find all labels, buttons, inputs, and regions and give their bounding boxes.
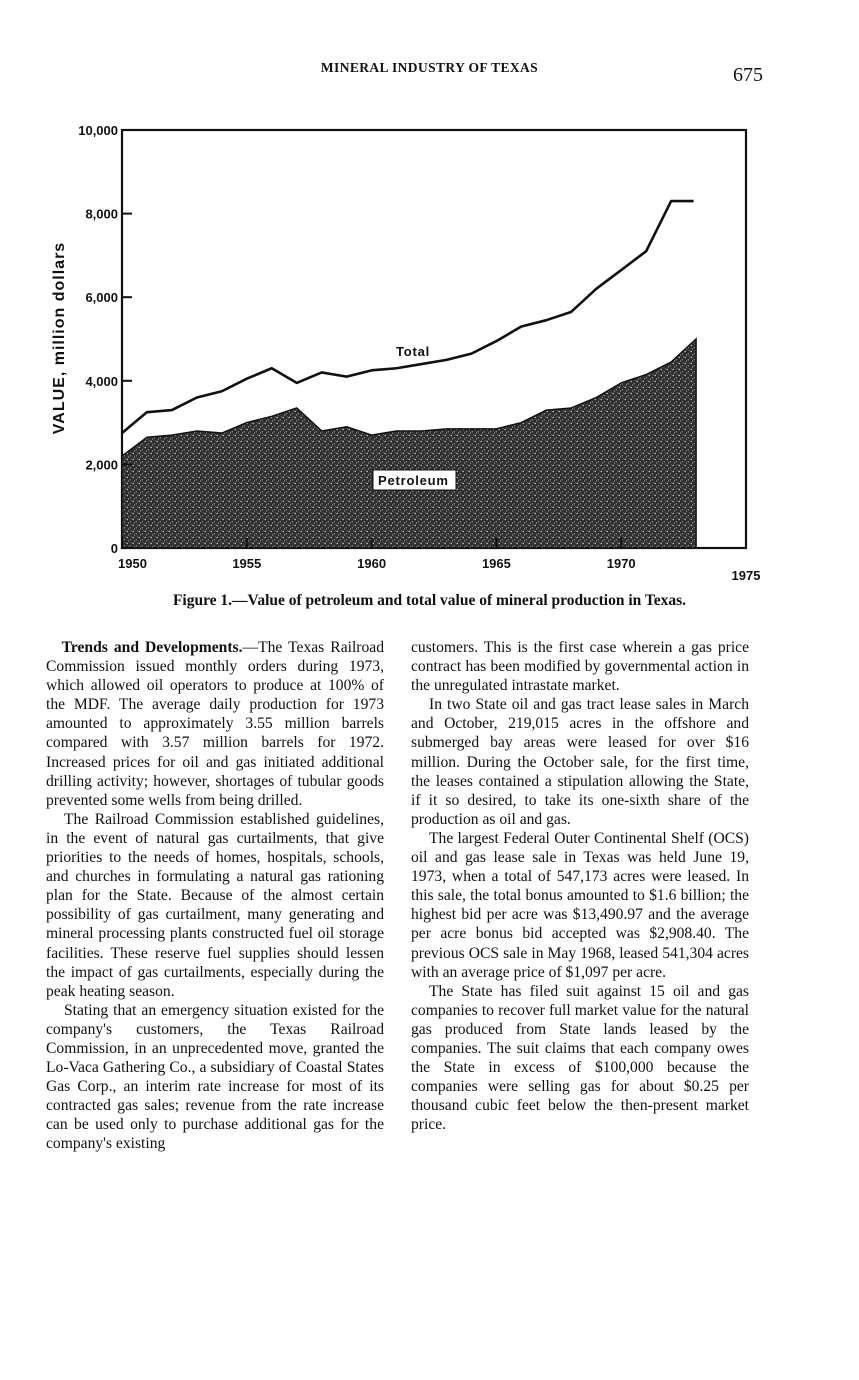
series-label-petroleum-box bbox=[373, 470, 456, 490]
y-axis-title: VALUE, million dollars bbox=[51, 241, 68, 435]
figure-1-chart bbox=[0, 110, 859, 580]
x-tick-label: 1950 bbox=[118, 556, 147, 571]
petroleum-area bbox=[122, 339, 696, 548]
x-tick-label: 1970 bbox=[606, 556, 636, 571]
y-tick-label: 6,000 bbox=[85, 290, 118, 306]
y-tick-label: 10,000 bbox=[78, 123, 118, 138]
paragraph-lawsuit: The State has filed suit against 15 oil and gas companies to recover full market value for the natural gas produced from State lands leased by the companies. The suit claims that each company owes the State in excess of $100,000 because the companies were selling gas for about $0.25 per thousand cubic feet below the then-present market price. bbox=[411, 982, 749, 1134]
figure-caption: Figure 1.—Value of petroleum and total value of mineral production in Texas. bbox=[172, 592, 687, 609]
x-tick-label: 1955 bbox=[232, 556, 262, 571]
running-head: MINERAL INDUSTRY OF TEXAS bbox=[320, 60, 539, 75]
x-tick-label: 1965 bbox=[481, 556, 511, 571]
paragraph-ocs-sale: The largest Federal Outer Continental Shelf (OCS) oil and gas lease sale in Texas was held June 19, 1973, when a total of 547,173 acres were leased. In this sale, the total bonus amounted to $1.6 billion; the highest bid per acre was $13,490.97 and the average per acre bonus bid accepted was $2,908.40. The previous OCS sale in May 1968, leased 541,304 acres with an average price of $1,097 per acre. bbox=[411, 829, 749, 981]
paragraph-text: —The Texas Railroad Commission issued monthly orders during 1973, which allowed oil operators to produce at 100% of the MDF. The average daily production for 1973 amounted to approximately 3.55 million barrels compared with 3.57 million barrels for 1972. Increased prices for oil and gas initiated additional drilling activity; however, shortages of tubular goods prevented some wells from being drilled. bbox=[46, 639, 384, 809]
paragraph-lo-vaca: Stating that an emergency situation existed for the company's customers, the Texas Railroad Commission, in an unprecedented move, granted the Lo-Vaca Gathering Co., a subsidiary of Coastal States Gas Corp., an interim rate increase for most of its contracted gas sales; revenue from the rate increase can be used only to purchase additional gas for the company's existing bbox=[46, 1001, 384, 1153]
paragraph-continued: customers. This is the first case wherein a gas price contract has been modified by governmental action in the unregulated intrastate market. bbox=[411, 639, 749, 695]
series-label-total: Total bbox=[396, 344, 431, 359]
x-tick-label: 1975 bbox=[731, 568, 761, 580]
y-tick-label: 4,000 bbox=[85, 373, 118, 389]
paragraph-trends bbox=[46, 638, 384, 810]
page-number: 675 bbox=[733, 64, 763, 86]
y-tick-label: 0 bbox=[110, 541, 118, 556]
x-tick-label: 1960 bbox=[357, 556, 387, 571]
paragraph-state-lease-sales: In two State oil and gas tract lease sales in March and October, 219,015 acres in the offshore and submerged bay areas were leased for over $16 million. During the October sale, for the first time, the leases contained a stipulation allowing the State, if it so desired, to take its one-sixth share of the production as oil and gas. bbox=[411, 696, 749, 828]
body-column-left bbox=[46, 638, 384, 1154]
body-column-right bbox=[411, 638, 749, 1134]
y-tick-label: 8,000 bbox=[85, 206, 118, 222]
section-heading-trends: Trends and Developments. bbox=[61, 639, 243, 656]
paragraph-rationing: The Railroad Commission established guidelines, in the event of natural gas curtailments, that give priorities to the needs of homes, hospitals, schools, and churches in formulating a natural gas rationing plan for the State. Because of the almost certain possibility of gas curtailment, many generating and mineral processing plants constructed fuel oil storage facilities. These reserve fuel supplies should lessen the impact of gas curtailments, especially during the peak heating season. bbox=[46, 810, 384, 1000]
series-label-petroleum: Petroleum bbox=[378, 473, 449, 488]
y-tick-label: 2,000 bbox=[85, 457, 118, 473]
